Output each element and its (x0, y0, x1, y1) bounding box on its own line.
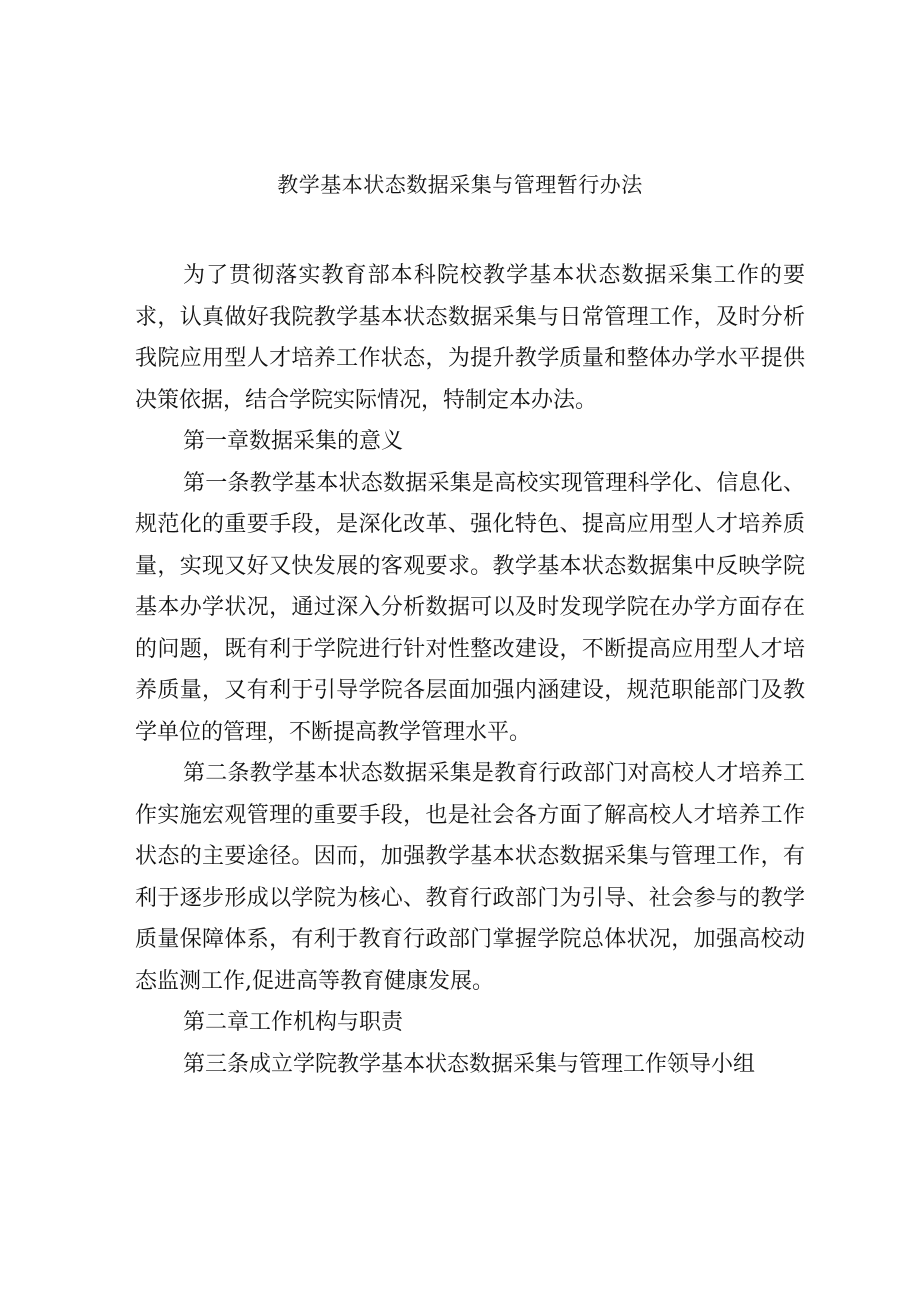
chapter-heading-1: 第一章数据采集的意义 (183, 429, 404, 454)
chapter-heading-2: 第二章工作机构与职责 (183, 1010, 404, 1035)
document-body (135, 255, 805, 1085)
page-title: 教学基本状态数据采集与管理暂行办法 (277, 173, 643, 197)
paragraph-preamble: 为了贯彻落实教育部本科院校教学基本状态数据采集工作的要求，认真做好我院教学基本状态数据采集与日常管理工作，及时分析我院应用型人才培养工作状态，为提升教学质量和整体办学水平提供决策依据，结合学院实际情况，特制定本办法。 (135, 263, 805, 413)
paragraph-article-1: 第一条教学基本状态数据采集是高校实现管理科学化、信息化、规范化的重要手段，是深化改革、强化特色、提高应用型人才培养质量，实现又好又快发展的客观要求。教学基本状态数据集中反映学院基本办学状况，通过深入分析数据可以及时发现学院在办学方面存在的问题，既有利于学院进行针对性整改建设，不断提高应用型人才培养质量，又有利于引导学院各层面加强内涵建设，规范职能部门及教学单位的管理，不断提高教学管理水平。 (135, 470, 805, 745)
paragraph-article-3: 第三条成立学院教学基本状态数据采集与管理工作领导小组 (183, 1051, 756, 1077)
paragraph-article-2: 第二条教学基本状态数据采集是教育行政部门对高校人才培养工作实施宏观管理的重要手段，也是社会各方面了解高校人才培养工作状态的主要途径。因而，加强教学基本状态数据采集与管理工作，有利于逐步形成以学院为核心、教育行政部门为引导、社会参与的教学质量保障体系，有利于教育行政部门掌握学院总体状况，加强高校动态监测工作,促进高等教育健康发展。 (135, 761, 805, 994)
